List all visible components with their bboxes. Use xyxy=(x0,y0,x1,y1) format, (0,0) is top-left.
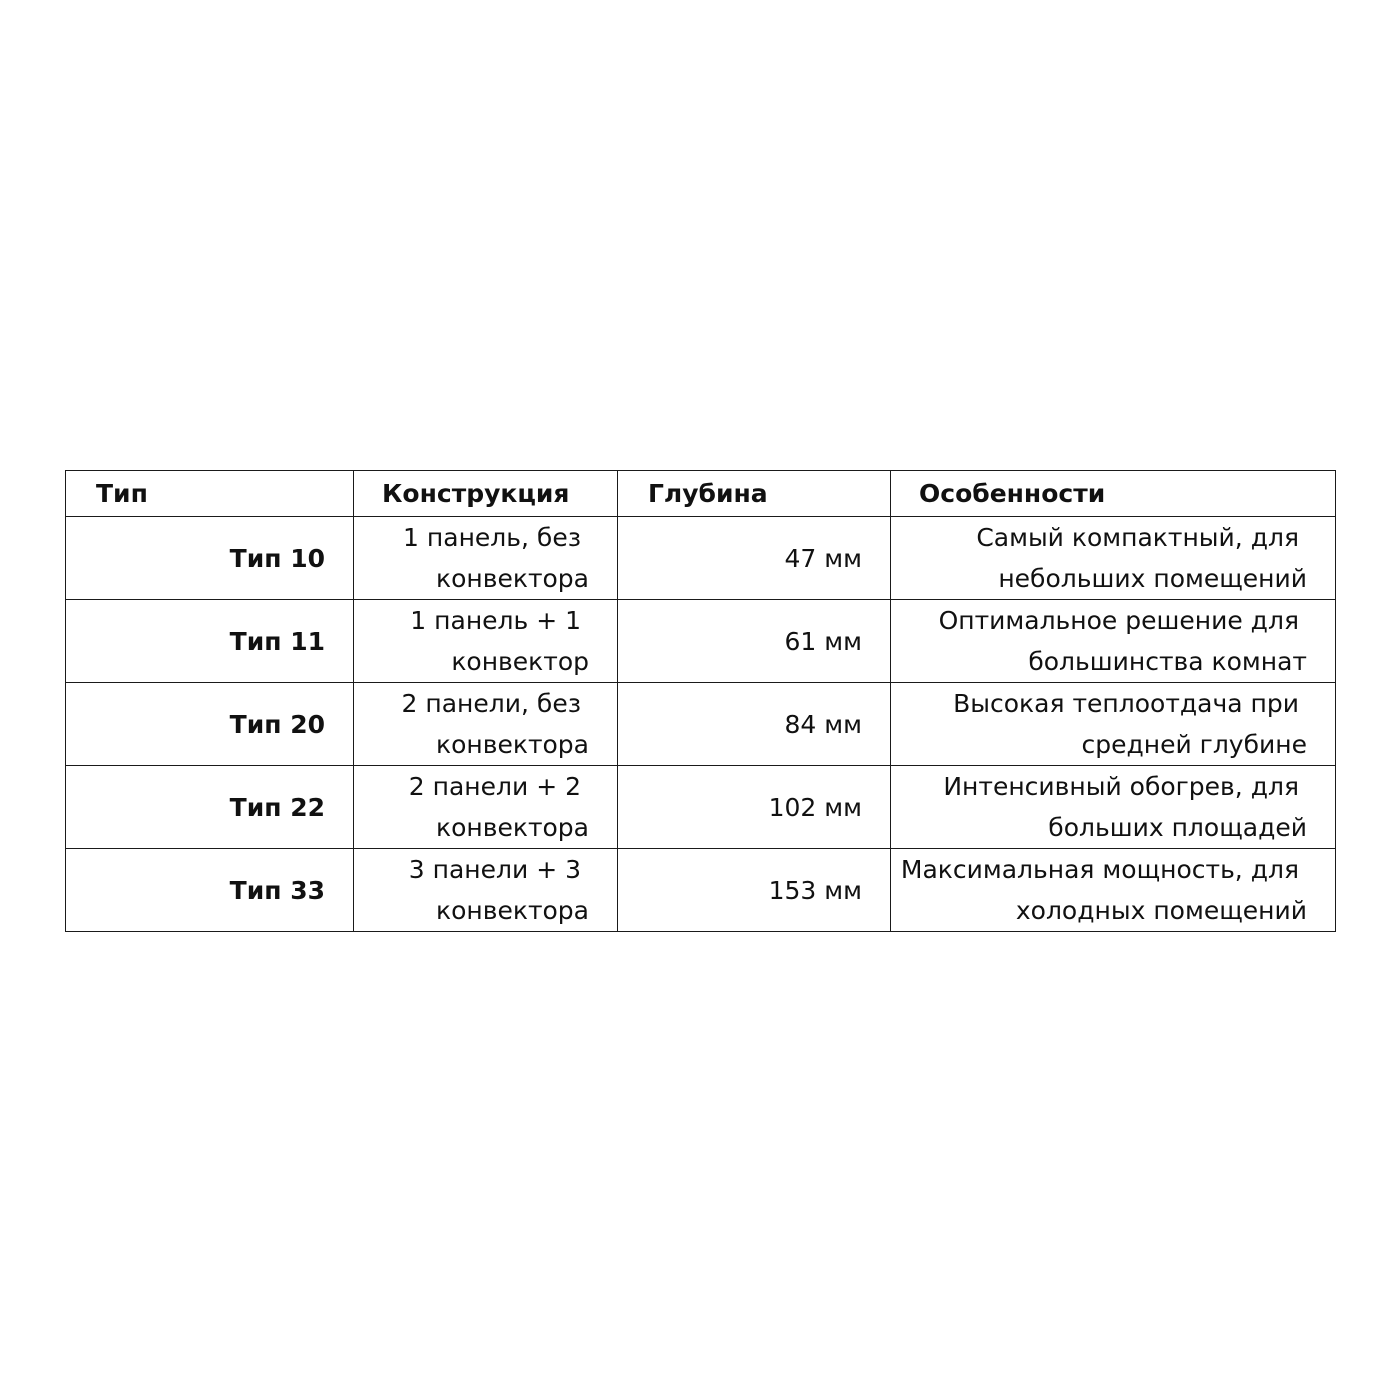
table-row xyxy=(66,683,1336,766)
features-line: небольших помещений xyxy=(998,564,1307,593)
cell-construction xyxy=(354,683,618,766)
features-line: средней глубине xyxy=(1081,730,1307,759)
cell-features xyxy=(891,766,1336,849)
construction-line: конвектора xyxy=(435,730,589,759)
construction-line: конвектора xyxy=(435,813,589,842)
cell-construction xyxy=(354,766,618,849)
header-depth: Глубина xyxy=(618,471,891,517)
header-type: Тип xyxy=(66,471,354,517)
cell-depth: 84 мм xyxy=(618,683,891,766)
table-row xyxy=(66,517,1336,600)
construction-line: 3 панели + 3 xyxy=(408,855,581,884)
cell-construction xyxy=(354,517,618,600)
header-construction: Конструкция xyxy=(354,471,618,517)
features-line: холодных помещений xyxy=(1015,896,1307,925)
features-line: большинства комнат xyxy=(1028,647,1307,676)
header-row xyxy=(66,471,1336,517)
construction-line: конвектор xyxy=(451,647,589,676)
cell-depth: 47 мм xyxy=(618,517,891,600)
cell-depth: 102 мм xyxy=(618,766,891,849)
features-line: Самый компактный, для xyxy=(976,523,1299,552)
construction-line: 1 панель, без xyxy=(403,523,581,552)
cell-type: Тип 20 xyxy=(66,683,354,766)
table-header xyxy=(66,471,1336,517)
cell-type: Тип 22 xyxy=(66,766,354,849)
cell-type: Тип 33 xyxy=(66,849,354,932)
features-line: больших площадей xyxy=(1048,813,1307,842)
header-features: Особенности xyxy=(891,471,1336,517)
radiator-types-table-container xyxy=(65,470,1335,932)
table-row xyxy=(66,600,1336,683)
construction-line: конвектора xyxy=(435,896,589,925)
cell-features xyxy=(891,849,1336,932)
cell-features xyxy=(891,517,1336,600)
features-line: Высокая теплоотдача при xyxy=(953,689,1299,718)
table-body xyxy=(66,517,1336,932)
cell-construction xyxy=(354,849,618,932)
construction-line: 1 панель + 1 xyxy=(410,606,581,635)
construction-line: 2 панели + 2 xyxy=(408,772,581,801)
cell-features xyxy=(891,600,1336,683)
construction-line: 2 панели, без xyxy=(401,689,581,718)
table-row xyxy=(66,766,1336,849)
construction-line: конвектора xyxy=(435,564,589,593)
radiator-types-table xyxy=(65,470,1336,932)
table-row xyxy=(66,849,1336,932)
features-line: Интенсивный обогрев, для xyxy=(943,772,1299,801)
cell-depth: 61 мм xyxy=(618,600,891,683)
cell-type: Тип 10 xyxy=(66,517,354,600)
cell-construction xyxy=(354,600,618,683)
features-line: Максимальная мощность, для xyxy=(900,855,1299,884)
features-line: Оптимальное решение для xyxy=(938,606,1299,635)
cell-type: Тип 11 xyxy=(66,600,354,683)
cell-features xyxy=(891,683,1336,766)
cell-depth: 153 мм xyxy=(618,849,891,932)
